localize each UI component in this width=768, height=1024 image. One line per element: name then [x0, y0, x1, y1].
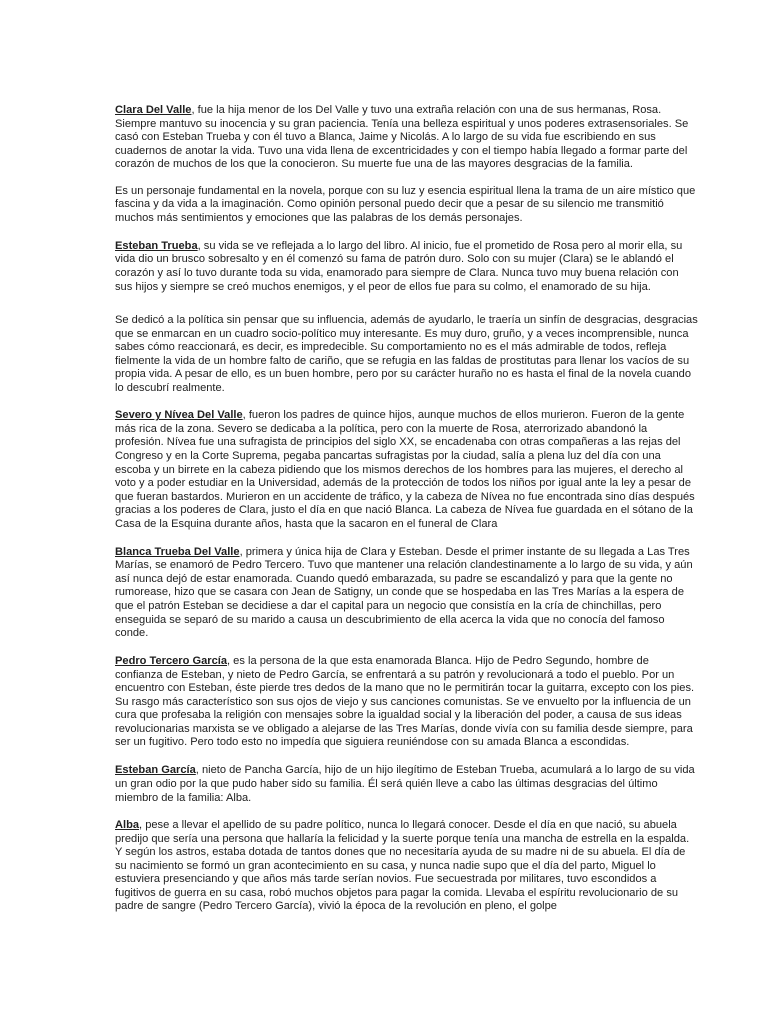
- character-name: Esteban Trueba: [115, 239, 198, 252]
- paragraph-esteban-politics: [115, 314, 698, 395]
- document-page: [115, 104, 698, 927]
- character-name: Blanca Trueba Del Valle: [115, 545, 240, 558]
- paragraph-text: , fue la hija menor de los Del Valle y tuvo una extraña relación con una de sus hermanas, Rosa. Siempre mantuvo su inocencia y su gran paciencia. Tenía una belleza espiritual y unos poderes extrasensoriales. Se casó con Esteban Trueba y con él tuvo a Blanca, Jaime y Nicolás. A lo largo de su vida fue escribiendo en sus cuadernos de anotar la vida. Tuvo una vida llena de excentricidades y con el tiempo había llegado a formar parte del corazón de muchos de los que la conocieron. Su muerte fue una de las mayores desgracias de la familia.: [115, 104, 689, 171]
- paragraph-blanca-trueba: [115, 546, 698, 641]
- paragraph-text: , fueron los padres de quince hijos, aunque muchos de ellos murieron. Fueron de la gente más rica de la zona. Severo se dedicaba a la política, pero con la muerte de Rosa, aterrorizado abandonó la profesión. Nívea fue una sufragista de principios del siglo XX, se encadenaba con otras compañeras a las rejas del Congreso y en la Corte Suprema, pegaba pancartas sufragistas por la ciudad, salía a plena luz del día con una escoba y un birrete en la cabeza pidiendo que los mismos derechos de los hombres para las mujeres, el derecho al voto y a poder estudiar en la Universidad, además de la protección de todos los niños por igual ante la ley a pesar de que fueran bastardos. Murieron en un accidente de tráfico, y la cabeza de Nívea no fue encontrada sino días después gracias a los poderes de Clara, justo el día en que nació Blanca. La cabeza de Nívea fue guardada en el sótano de la Casa de la Esquina durante años, hasta que la sacaron en el funeral de Clara: [115, 409, 695, 530]
- paragraph-esteban-garcia: [115, 764, 698, 805]
- paragraph-text: Se dedicó a la política sin pensar que su influencia, además de ayudarlo, le traería un sinfín de desgracias, desgracias que se enmarcan en un cuadro socio-político muy interesante. Es muy duro, gruño, y a veces incomprensible, nunca sabes cómo reaccionará, es decir, es impredecible. Su comportamiento no es el más admirable de todos, refleja fielmente la vida de un hombre falto de cariño, que se refugia en las faldas de prostitutas para llenar los vacíos de su propia vida. A pesar de ello, es un buen hombre, pero por su carácter huraño no es hasta el final de la novela cuando lo descubrí realmente.: [115, 314, 698, 394]
- character-name: Esteban García: [115, 764, 196, 777]
- paragraph-severo-nivea: [115, 409, 698, 531]
- paragraph-alba: [115, 819, 698, 914]
- paragraph-text: , nieto de Pancha García, hijo de un hijo ilegítimo de Esteban Trueba, acumulará a lo largo de su vida un gran odio por la que pudo haber sido su familia. Él será quién lleve a cabo las últimas desgracias del último miembro de la familia: Alba.: [115, 764, 695, 804]
- paragraph-text: , es la persona de la que esta enamorada Blanca. Hijo de Pedro Segundo, hombre de confianza de Esteban, y nieto de Pedro García, se enfrentará a su patrón y revolucionará a todo el pueblo. Por un encuentro con Esteban, éste pierde tres dedos de la mano que no le permitirán tocar la guitarra, excepto con los pies. Su rasgo más característico son sus ojos de viejo y sus canciones comunistas. Se ve envuelto por la influencia de un cura que profesaba la religión con mensajes sobre la igualdad social y la liberación del poder, a causa de sus ideas revolucionarias marxista se ve obligado a alejarse de las Tres Marías, donde vivía con su familia desde siempre, para ser un fugitivo. Pero todo esto no impedía que siguiera reuniéndose con su amada Blanca a escondidas.: [115, 655, 695, 749]
- character-name: Alba: [115, 819, 140, 832]
- character-name: Severo y Nívea Del Valle: [115, 409, 243, 422]
- paragraph-clara-opinion: [115, 185, 698, 226]
- paragraph-text: , primera y única hija de Clara y Esteban. Desde el primer instante de su llegada a Las Tres Marías, se enamoró de Pedro Tercero. Tuvo que mantener una relación clandestinamente a lo largo de su vida, y aún así nunca dejó de estar enamorada. Cuando quedó embarazada, su padre se escandalizó y para que la gente no rumorease, hizo que se casara con Jean de Satigny, un conde que se hospedaba en las Tres Marías a la espera de que el patrón Esteban se decidiese a dar el capital para un negocio que consistía en la cría de chinchillas, pero enseguida se separó de su marido a causa un descubrimiento de ella acerca la vida que no conocía del famoso conde.: [115, 545, 693, 640]
- paragraph-esteban-trueba: [115, 240, 698, 294]
- paragraph-text: , pese a llevar el apellido de su padre político, nunca lo llegará conocer. Desde el día en que nació, su abuela predijo que sería una persona que hallaría la felicidad y la suerte porque tenía una mancha de estrella en la espalda. Y según los astros, estaba dotada de tantos dones que no necesitaría ayuda de su madre ni de su abuela. El día de su nacimiento se formó un gran acontecimiento en su casa, y nunca nadie supo que el día del parto, Miguel lo estuviera presenciando y que años más tarde serían novios. Fue secuestrada por militares, tuvo escondidos a fugitivos de guerra en su casa, robó muchos objetos para pagar la comida. Llevaba el espíritu revolucionario de su padre de sangre (Pedro Tercero García), vivió la época de la revolución en pleno, el golpe: [115, 819, 690, 913]
- paragraph-text: Es un personaje fundamental en la novela, porque con su luz y esencia espiritual llena la trama de un aire místico que fascina y da vida a la imaginación. Como opinión personal puedo decir que a pesar de su silencio me transmitió muchos más sentimientos y emociones que las palabras de los demás personajes.: [115, 184, 696, 224]
- paragraph-clara-del-valle: [115, 104, 698, 172]
- paragraph-pedro-tercero: [115, 655, 698, 750]
- paragraph-text: , su vida se ve reflejada a lo largo del libro. Al inicio, fue el prometido de Rosa pero al morir ella, su vida dio un brusco sobresalto y en él comenzó su fama de patrón duro. Solo con su mujer (Clara) se le ablandó el corazón y así lo tuvo durante toda su vida, enamorado para siempre de Clara. Nunca tuvo muy buena relación con sus hijos y siempre se creó muchos enemigos, y el peor de ellos fue para su colmo, el enamorado de su hija.: [115, 239, 683, 293]
- character-name: Pedro Tercero García: [115, 655, 228, 668]
- character-name: Clara Del Valle: [115, 104, 192, 116]
